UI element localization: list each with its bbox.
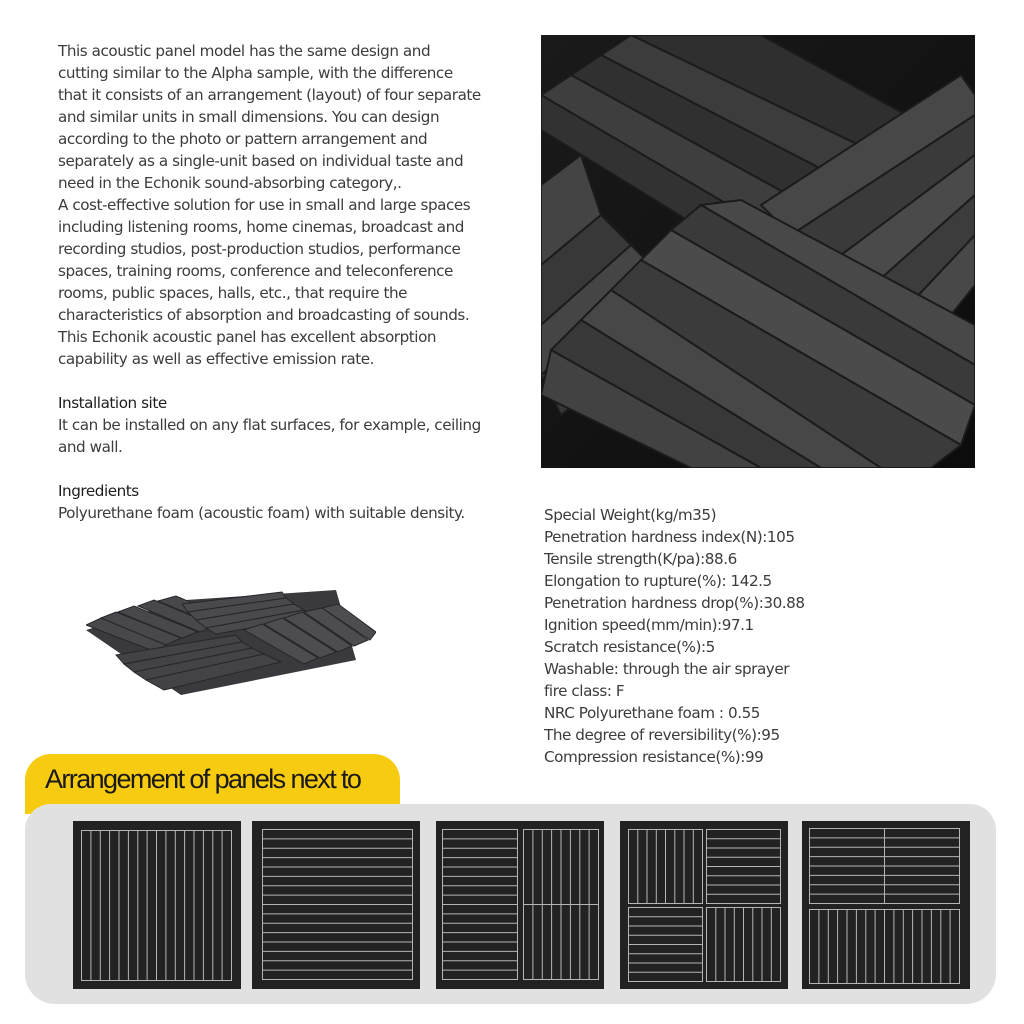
foam-panel-product-photo [86,590,376,700]
spec-item: Penetration hardness index(N):105 [544,528,795,546]
spec-item: Ignition speed(mm/min):97.1 [544,616,754,634]
description-line: capability as well as effective emission rate. [58,350,374,368]
description-line: cutting similar to the Alpha sample, with the difference [58,64,453,82]
mixed-strips-pattern [436,821,604,989]
spec-item: Special Weight(kg/m35) [544,506,717,524]
pattern-top-horizontal-bottom-vertical [802,821,970,989]
arrangement-title: Arrangement of panels next to [45,764,361,794]
pattern-checkerboard [620,821,788,989]
foam-panel-illustration [86,590,376,700]
horizontal-strips-pattern [252,821,420,989]
spec-item: Elongation to rupture(%): 142.5 [544,572,772,590]
installation-line: It can be installed on any flat surfaces, for example, ceiling [58,416,481,434]
ingredients-text [58,502,508,524]
pattern-all-vertical [73,821,241,989]
description-line: characteristics of absorption and broadcasting of sounds. [58,306,470,324]
foam-wedges-illustration [541,35,975,468]
description-line: that it consists of an arrangement (layout) of four separate [58,86,481,104]
installation-line: and wall. [58,438,123,456]
description-line: including listening rooms, home cinemas, broadcast and [58,218,464,236]
installation-site-text [58,414,508,458]
description-line: A cost-effective solution for use in small and large spaces [58,196,471,214]
description-line: separately as a single-unit based on individual taste and [58,152,464,170]
installation-site-heading: Installation site [58,394,167,412]
ingredients-line: Polyurethane foam (acoustic foam) with suitable density. [58,504,465,522]
pattern-left-horizontal-right-vertical [436,821,604,989]
spec-item: Compression resistance(%):99 [544,748,764,766]
spec-item: NRC Polyurethane foam : 0.55 [544,704,760,722]
description-line: This acoustic panel model has the same design and [58,42,431,60]
spec-item: The degree of reversibility(%):95 [544,726,780,744]
description-line: This Echonik acoustic panel has excellent absorption [58,328,437,346]
spec-item: Scratch resistance(%):5 [544,638,715,656]
spec-item: fire class: F [544,682,625,700]
description-line: recording studios, post-production studios, performance [58,240,461,258]
vertical-strips-pattern [73,821,241,989]
spec-item: Penetration hardness drop(%):30.88 [544,594,805,612]
description-paragraph [58,40,508,370]
ingredients-heading: Ingredients [58,482,139,500]
product-description [58,40,508,524]
description-line: rooms, public spaces, halls, etc., that require the [58,284,408,302]
foam-closeup-photo [541,35,975,468]
split-strips-pattern [802,821,970,989]
specifications-list [544,504,874,768]
pattern-all-horizontal [252,821,420,989]
spec-item: Washable: through the air sprayer [544,660,790,678]
description-line: according to the photo or pattern arrangement and [58,130,428,148]
spec-item: Tensile strength(K/pa):88.6 [544,550,737,568]
description-line: need in the Echonik sound-absorbing category,. [58,174,402,192]
description-line: spaces, training rooms, conference and teleconference [58,262,453,280]
description-line: and similar units in small dimensions. You can design [58,108,440,126]
checkerboard-strips-pattern [620,821,788,989]
